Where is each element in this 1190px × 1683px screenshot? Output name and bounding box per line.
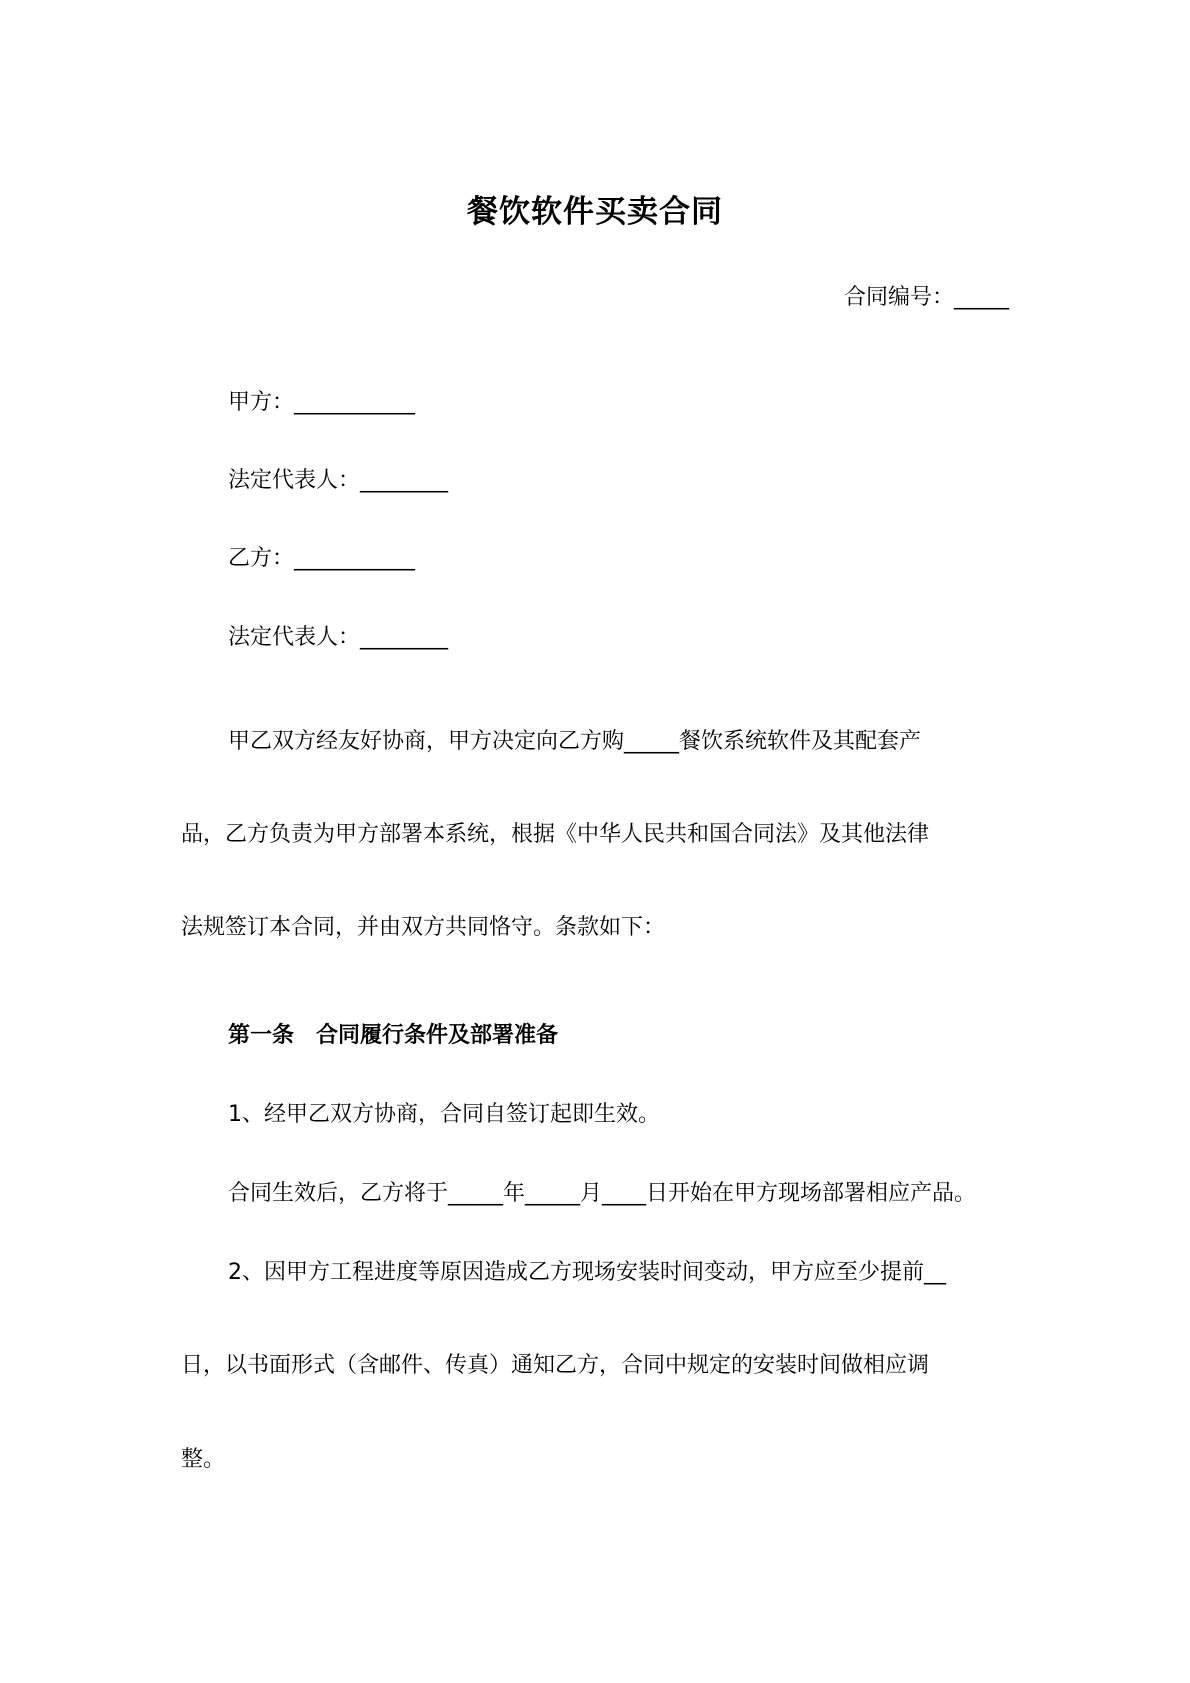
article-1-heading: 第一条 合同履行条件及部署准备 (228, 1023, 559, 1048)
party-b-representative-field: 法定代表人：________ (228, 625, 449, 650)
article-1-item-2-line-3: 整。 (181, 1447, 226, 1472)
article-1-item-1: 1、经甲乙双方协商，合同自签订起即生效。 (228, 1102, 660, 1127)
contract-number: 合同编号：_____ (843, 285, 1009, 310)
preamble-line-3: 法规签订本合同，并由双方共同恪守。条款如下： (181, 915, 666, 940)
party-a-field: 甲方：___________ (228, 390, 416, 415)
article-1-item-2-line-2: 日，以书面形式（含邮件、传真）通知乙方，合同中规定的安装时间做相应调 (181, 1353, 930, 1378)
party-a-representative-field: 法定代表人：________ (228, 468, 449, 493)
article-1-item-2-line-1: 2、因甲方工程进度等原因造成乙方现场安装时间变动，甲方应至少提前__ (228, 1260, 946, 1285)
article-1-item-1-detail: 合同生效后，乙方将于_____年_____月____日开始在甲方现场部署相应产品。 (228, 1181, 977, 1206)
preamble-line-2: 品，乙方负责为甲方部署本系统，根据《中华人民共和国合同法》及其他法律 (181, 822, 930, 847)
document-title: 餐饮软件买卖合同 (467, 194, 723, 230)
party-b-field: 乙方：___________ (228, 546, 416, 571)
preamble-line-1: 甲乙双方经友好协商，甲方决定向乙方购_____餐饮系统软件及其配套产 (228, 729, 922, 754)
